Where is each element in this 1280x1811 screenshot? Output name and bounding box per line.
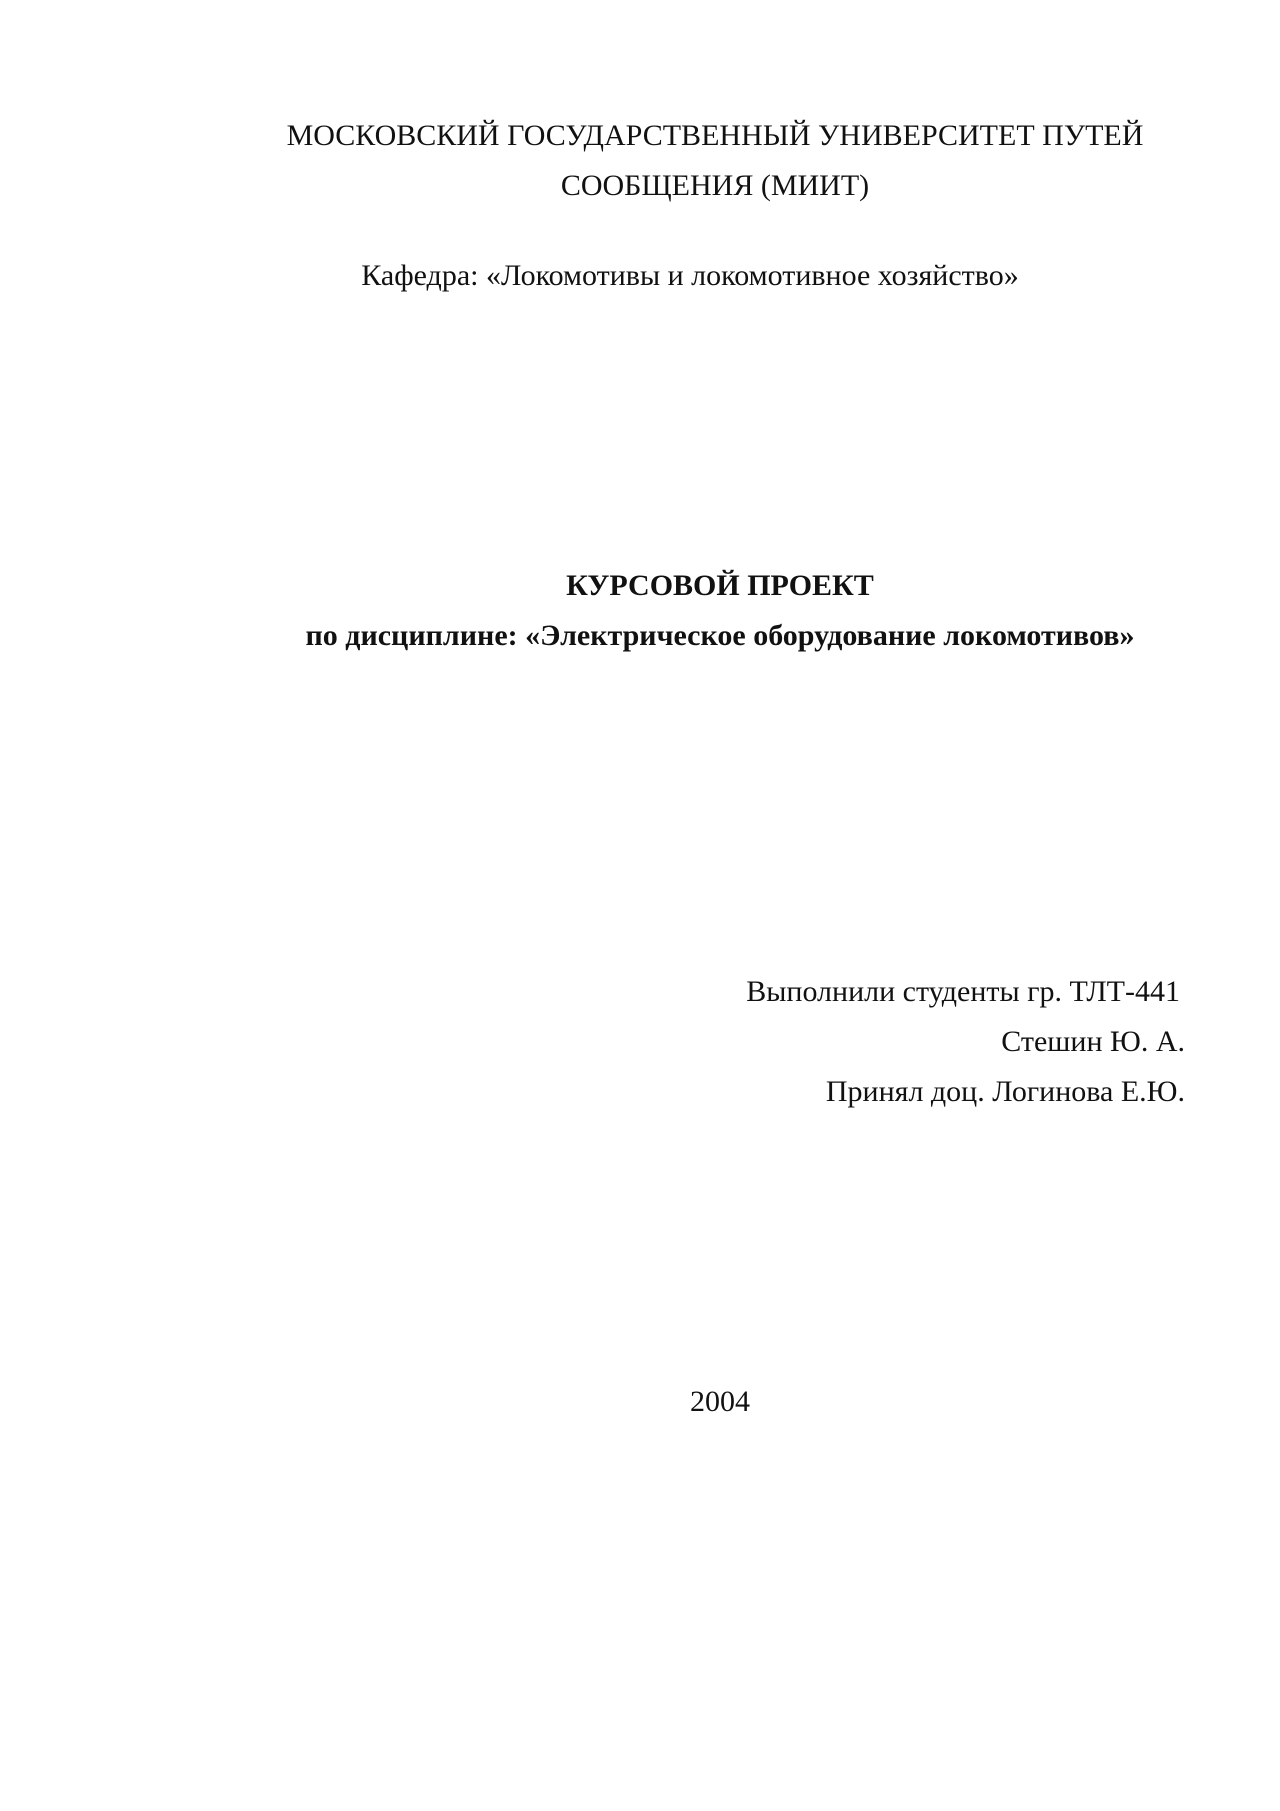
department-line: Кафедра: «Локомотивы и локомотивное хозяйство» (361, 259, 1019, 292)
document-title: КУРСОВОЙ ПРОЕКТ (566, 569, 874, 602)
discipline-line: по дисциплине: «Электрическое оборудование локомотивов» (305, 619, 1135, 652)
year: 2004 (690, 1385, 750, 1418)
university-name-line1: МОСКОВСКИЙ ГОСУДАРСТВЕННЫЙ УНИВЕРСИТЕТ ПУТЕЙ (286, 119, 1144, 152)
accepted-by-line: Принял доц. Логинова Е.Ю. (825, 1075, 1185, 1108)
performed-by-line: Выполнили студенты гр. ТЛТ-441 (746, 975, 1180, 1008)
university-name-line2: СООБЩЕНИЯ (МИИТ) (560, 169, 870, 202)
student-name: Стешин Ю. А. (1001, 1025, 1185, 1058)
